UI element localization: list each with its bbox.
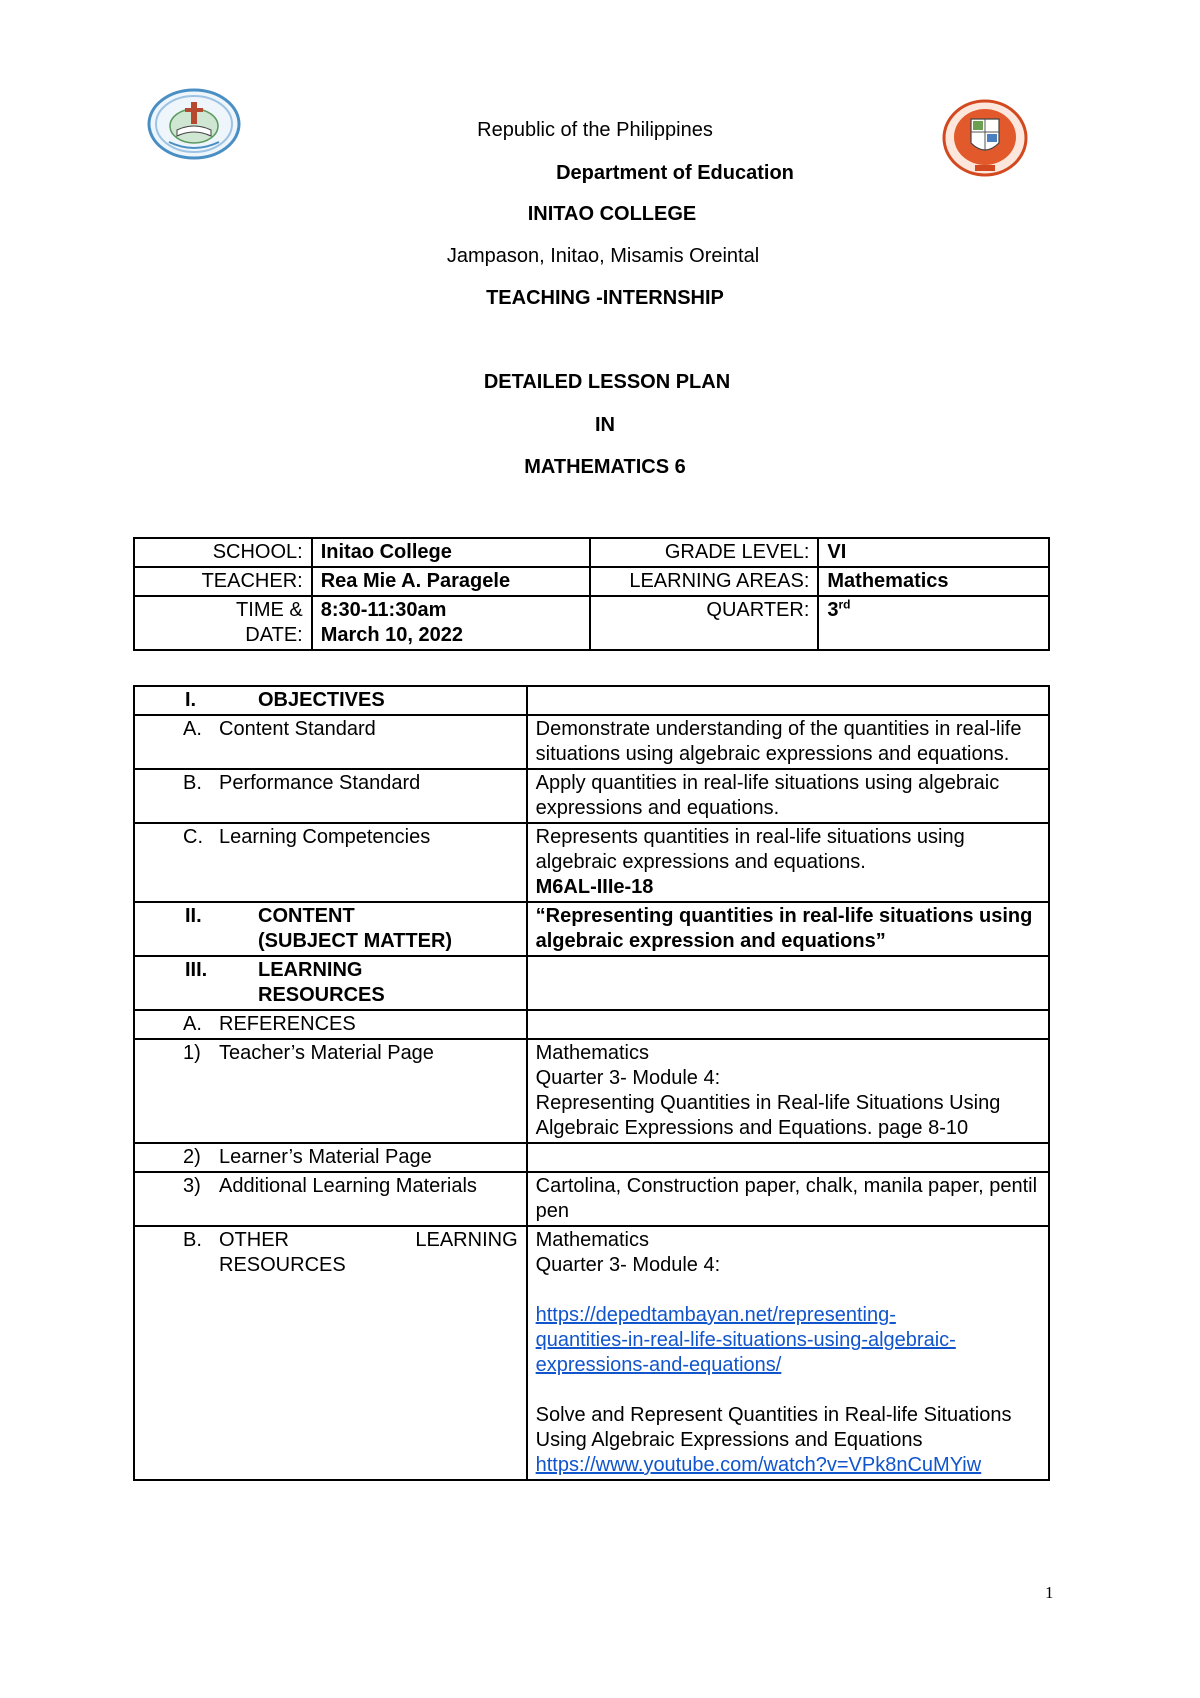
other-resources-label-3: RESOURCES (219, 1254, 346, 1276)
quarter-value: 3 (827, 599, 839, 621)
other-resources-label-1: OTHER (219, 1229, 289, 1251)
time-date-label (134, 596, 312, 650)
quarter-value-cell (818, 596, 1049, 650)
info-table (133, 537, 1050, 651)
performance-standard-value: Apply quantities in real-life situations using algebraic expressions and equations. (527, 769, 1049, 823)
youtube-link[interactable]: https://www.youtube.com/watch?v=VPk8nCuMYiw (535, 1454, 982, 1476)
department-line: Department of Education (556, 162, 794, 184)
additional-materials-value: Cartolina, Construction paper, chalk, manila paper, pentil pen (527, 1172, 1049, 1226)
college-address: Jampason, Initao, Misamis Oreintal (446, 245, 760, 267)
content-standard-row (134, 715, 1049, 769)
additional-materials-num: 3) (183, 1175, 201, 1197)
learning-competencies-letter: C. (183, 826, 203, 848)
areas-value: Mathematics (818, 567, 1049, 596)
resources-heading-2: RESOURCES (258, 984, 385, 1006)
objectives-num: I. (185, 689, 197, 711)
teacher-value: Rea Mie A. Paragele (312, 567, 590, 596)
resources-heading: LEARNING (258, 959, 363, 981)
content-value: “Representing quantities in real-life situations using algebraic expression and equations” (527, 902, 1049, 956)
republic-line: Republic of the Philippines (477, 119, 713, 141)
other-resources-row (134, 1226, 1049, 1480)
college-name: INITAO COLLEGE (527, 203, 697, 225)
learners-material-num: 2) (183, 1146, 201, 1168)
time-date-value (312, 596, 590, 650)
content-standard-label: Content Standard (219, 718, 376, 740)
content-standard-value: Demonstrate understanding of the quantities in real-life situations using algebraic expressions and equations. (527, 715, 1049, 769)
objectives-heading: OBJECTIVES (258, 689, 385, 711)
tm-line-2: Quarter 3- Module 4: (535, 1067, 721, 1089)
references-row (134, 1010, 1049, 1039)
plan-in: IN (595, 414, 615, 436)
tm-line-1: Mathematics (535, 1042, 649, 1064)
teachers-material-label: Teacher’s Material Page (219, 1042, 434, 1064)
deped-link-line-1[interactable]: https://depedtambayan.net/representing- (535, 1304, 896, 1326)
objectives-row (134, 686, 1049, 715)
references-label: REFERENCES (219, 1013, 356, 1035)
subject-matter-heading: (SUBJECT MATTER) (258, 930, 453, 952)
additional-materials-label: Additional Learning Materials (219, 1175, 477, 1197)
other-resources-letter: B. (183, 1229, 202, 1251)
competency-code: M6AL-IIIe-18 (535, 876, 654, 898)
teachers-material-num: 1) (183, 1042, 201, 1064)
date-label: DATE: (245, 624, 303, 646)
content-heading: CONTENT (258, 905, 355, 927)
grade-label: GRADE LEVEL: (590, 538, 819, 567)
page-number: 1 (1045, 1583, 1054, 1602)
other-line-1: Mathematics (535, 1229, 649, 1251)
resources-num: III. (185, 959, 208, 981)
other-line-2: Quarter 3- Module 4: (535, 1254, 721, 1276)
learning-resources-row (134, 956, 1049, 1010)
other-line-3: Solve and Represent Quantities in Real-life Situations Using Algebraic Expressions and Equations (535, 1404, 1012, 1451)
plan-title: DETAILED LESSON PLAN (483, 371, 731, 393)
performance-standard-row (134, 769, 1049, 823)
additional-materials-row (134, 1172, 1049, 1226)
school-value: Initao College (312, 538, 590, 567)
areas-label: LEARNING AREAS: (590, 567, 819, 596)
learning-competencies-row (134, 823, 1049, 902)
deped-link-line-2[interactable]: quantities-in-real-life-situations-using-algebraic- (535, 1329, 956, 1351)
teacher-label: TEACHER: (134, 567, 312, 596)
deped-link-line-3[interactable]: expressions-and-equations/ (535, 1354, 782, 1376)
lesson-plan-table (133, 685, 1050, 1481)
learners-material-row (134, 1143, 1049, 1172)
time-label: TIME & (236, 599, 303, 621)
program-title: TEACHING -INTERNSHIP (486, 287, 724, 309)
learning-competencies-label: Learning Competencies (219, 826, 431, 848)
quarter-label: QUARTER: (590, 596, 819, 650)
references-letter: A. (183, 1013, 202, 1035)
tm-line-3: Representing Quantities in Real-life Situations Using Algebraic Expressions and Equations. page 8-10 (535, 1092, 1001, 1139)
teachers-material-row (134, 1039, 1049, 1143)
subject-title: MATHEMATICS 6 (524, 456, 686, 478)
learning-competencies-value: Represents quantities in real-life situations using algebraic expressions and equations. (535, 826, 965, 873)
grade-value: VI (818, 538, 1049, 567)
learners-material-label: Learner’s Material Page (219, 1146, 432, 1168)
content-standard-letter: A. (183, 718, 202, 740)
school-label: SCHOOL: (134, 538, 312, 567)
performance-standard-label: Performance Standard (219, 772, 421, 794)
other-resources-label-2: LEARNING (415, 1229, 518, 1251)
time-value: 8:30-11:30am (320, 599, 447, 621)
content-num: II. (185, 905, 202, 927)
performance-standard-letter: B. (183, 772, 202, 794)
date-value: March 10, 2022 (320, 624, 464, 646)
content-row (134, 902, 1049, 956)
quarter-sup: rd (838, 597, 851, 612)
